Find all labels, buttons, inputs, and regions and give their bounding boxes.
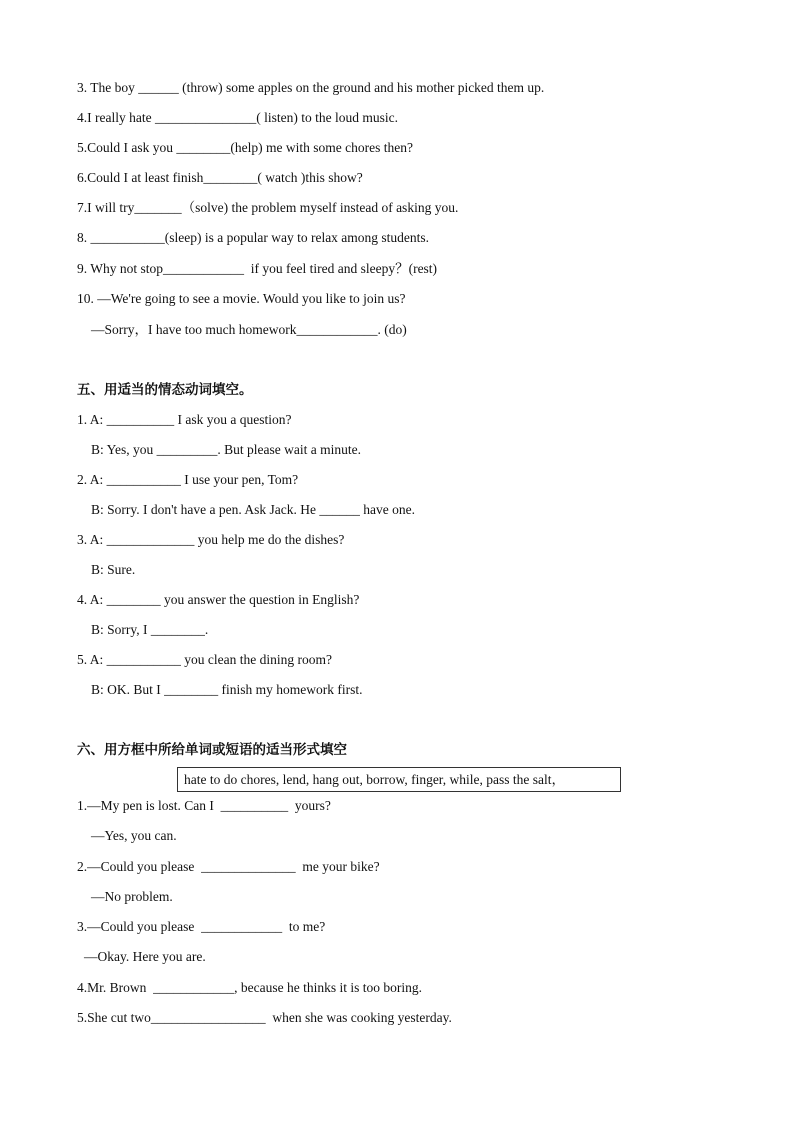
word-box — [177, 767, 621, 792]
question-5-2-b: B: Sorry. I don't have a pen. Ask Jack. He ______ have one. — [91, 502, 415, 517]
question-4-10-prompt: 10. —We're going to see a movie. Would you like to join us? — [77, 291, 406, 306]
question-5-1-a: 1. A: __________ I ask you a question? — [77, 412, 292, 427]
question-4-8: 8. ___________(sleep) is a popular way to relax among students. — [77, 230, 430, 245]
question-4-7: 7.I will try_______（solve) the problem myself instead of asking you. — [77, 200, 459, 215]
question-5-3-b: B: Sure. — [91, 562, 136, 577]
section-6-heading: 六、用方框中所给单词或短语的适当形式填空 — [77, 742, 347, 758]
question-6-3-a: 3.—Could you please ____________ to me? — [77, 919, 326, 934]
section-5-heading: 五、用适当的情态动词填空。 — [77, 382, 253, 398]
question-5-2-a: 2. A: ___________ I use your pen, Tom? — [77, 472, 299, 487]
question-4-4: 4.I really hate _______________( listen) to the loud music. — [77, 110, 398, 125]
question-5-4-b: B: Sorry, I ________. — [91, 622, 209, 637]
question-4-9: 9. Why not stop____________ if you feel tired and sleepy？(rest) — [77, 261, 438, 276]
question-6-5: 5.She cut two_________________ when she was cooking yesterday. — [77, 1010, 452, 1025]
question-6-4: 4.Mr. Brown ____________, because he thinks it is too boring. — [77, 980, 422, 995]
question-5-3-a: 3. A: _____________ you help me do the dishes? — [77, 532, 345, 547]
question-4-3: 3. The boy ______ (throw) some apples on the ground and his mother picked them up. — [77, 80, 545, 95]
question-6-1-b: —Yes, you can. — [91, 828, 177, 843]
question-4-6: 6.Could I at least finish________( watch )this show? — [77, 170, 363, 185]
question-4-10-answer: —Sorry，I have too much homework____________. (do) — [91, 322, 407, 337]
question-6-2-b: —No problem. — [91, 889, 173, 904]
question-6-3-b: —Okay. Here you are. — [84, 949, 206, 964]
question-6-2-a: 2.—Could you please ______________ me your bike? — [77, 859, 380, 874]
question-5-5-b: B: OK. But I ________ finish my homework first. — [91, 682, 363, 697]
question-6-1-a: 1.—My pen is lost. Can I __________ yours? — [77, 798, 331, 813]
question-5-4-a: 4. A: ________ you answer the question in English? — [77, 592, 360, 607]
question-5-1-b: B: Yes, you _________. But please wait a minute. — [91, 442, 361, 457]
question-4-5: 5.Could I ask you ________(help) me with some chores then? — [77, 140, 413, 155]
question-5-5-a: 5. A: ___________ you clean the dining room? — [77, 652, 332, 667]
word-box-text: hate to do chores, lend, hang out, borrow, finger, while, pass the salt， — [184, 772, 565, 787]
